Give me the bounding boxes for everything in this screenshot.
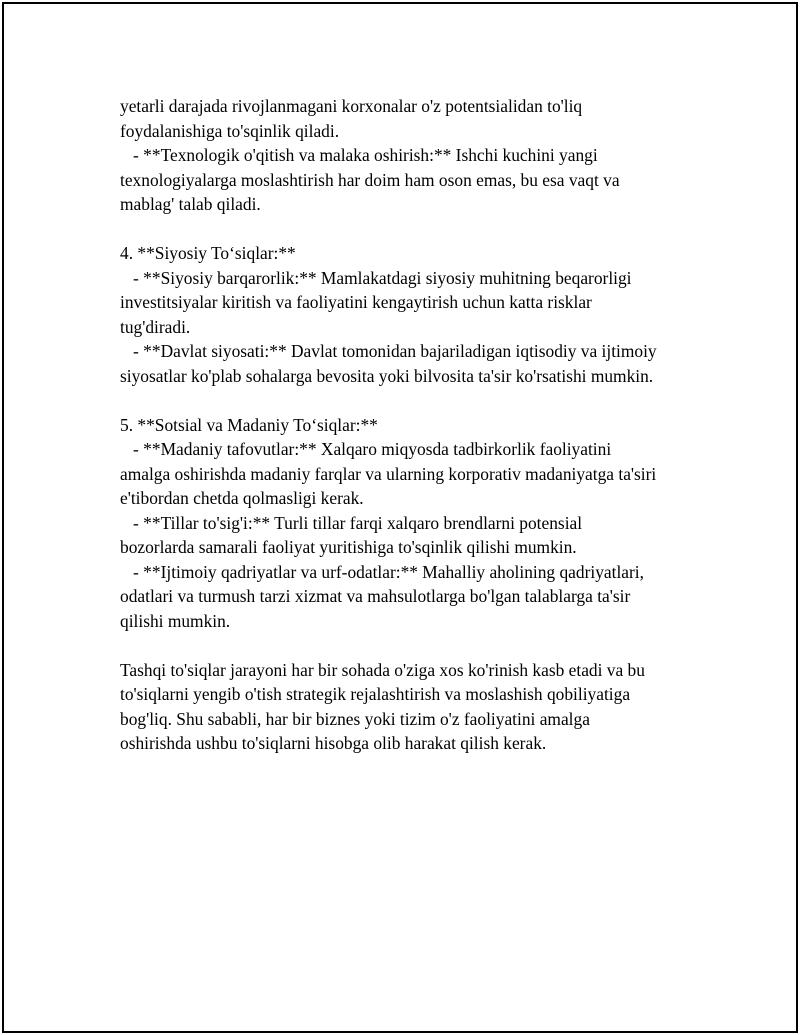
section-4-political-barriers bbox=[120, 241, 700, 388]
list-item-line: - **Siyosiy barqarorlik:** Mamlakatdagi siyosiy muhitning beqarorligi bbox=[120, 267, 632, 288]
document-body bbox=[120, 94, 700, 756]
paragraph-line: Tashqi to'siqlar jarayoni har bir sohada o'ziga xos ko'rinish kasb etadi va bu bbox=[120, 659, 645, 680]
section-heading: 4. **Siyosiy To‘siqlar:** bbox=[120, 243, 296, 263]
list-item-line: amalga oshirishda madaniy farqlar va ularning korporativ madaniyatga ta'siri bbox=[120, 463, 657, 484]
list-item-line: bozorlarda samarali faoliyat yuritishiga to'sqinlik qilishi mumkin. bbox=[120, 537, 577, 557]
document-page bbox=[2, 2, 798, 1033]
paragraph-line: to'siqlarni yengib o'tish strategik rejalashtirish va moslashish qobiliyatiga bbox=[120, 684, 631, 704]
conclusion-paragraph bbox=[120, 658, 700, 756]
section-5-social-cultural-barriers bbox=[120, 413, 700, 634]
paragraph-spacer bbox=[120, 388, 700, 413]
paragraph-line: foydalanishiga to'sqinlik qiladi. bbox=[120, 120, 340, 141]
list-item-line: tug'diradi. bbox=[120, 316, 191, 337]
list-item-line: odatlari va turmush tarzi xizmat va mahsulotlarga bo'lgan talablarga ta'sir bbox=[120, 586, 631, 606]
list-item-line: - **Ijtimoiy qadriyatlar va urf-odatlar:** Mahalliy aholining qadriyatlari, bbox=[120, 561, 644, 582]
list-item-social-values bbox=[120, 560, 700, 634]
list-item-line: - **Davlat siyosati:** Davlat tomonidan bajariladigan iqtisodiy va ijtimoiy bbox=[120, 341, 657, 361]
list-item-line: siyosatlar ko'plab sohalarga bevosita yoki bilvosita ta'sir ko'rsatishi mumkin. bbox=[120, 365, 654, 386]
paragraph-spacer bbox=[120, 217, 700, 242]
paragraph-line: oshirishda ushbu to'siqlarni hisobga olib harakat qilish kerak. bbox=[120, 733, 547, 753]
paragraph-line: bog'liq. Shu sababli, har bir biznes yoki tizim o'z faoliyatini amalga bbox=[120, 708, 590, 729]
list-item-line: - **Madaniy tafovutlar:** Xalqaro miqyosda tadbirkorlik faoliyatini bbox=[120, 439, 612, 459]
list-item-line: texnologiyalarga moslashtirish har doim ham oson emas, bu esa vaqt va bbox=[120, 169, 620, 190]
list-item-cultural-differences bbox=[120, 437, 700, 511]
section-heading: 5. **Sotsial va Madaniy To‘siqlar:** bbox=[120, 414, 378, 435]
list-item-line: - **Texnologik o'qitish va malaka oshirish:** Ishchi kuchini yangi bbox=[120, 145, 598, 165]
paragraph-spacer bbox=[120, 633, 700, 658]
list-item-line: qilishi mumkin. bbox=[120, 610, 231, 631]
list-item-political-stability bbox=[120, 266, 700, 340]
list-item-line: investitsiyalar kiritish va faoliyatini kengaytirish uchun katta risklar bbox=[120, 292, 592, 312]
list-item-line: - **Tillar to'sig'i:** Turli tillar farqi xalqaro brendlarni potensial bbox=[120, 512, 583, 533]
paragraph-line: yetarli darajada rivojlanmagani korxonalar o'z potentsialidan to'liq bbox=[120, 96, 583, 116]
list-item-line: mablag' talab qiladi. bbox=[120, 194, 261, 214]
list-item-tech-training bbox=[120, 143, 700, 217]
list-item-line: e'tibordan chetda qolmasligi kerak. bbox=[120, 488, 364, 508]
list-item-state-policy bbox=[120, 339, 700, 388]
list-item-language-barriers bbox=[120, 511, 700, 560]
section-3-continuation bbox=[120, 94, 700, 217]
